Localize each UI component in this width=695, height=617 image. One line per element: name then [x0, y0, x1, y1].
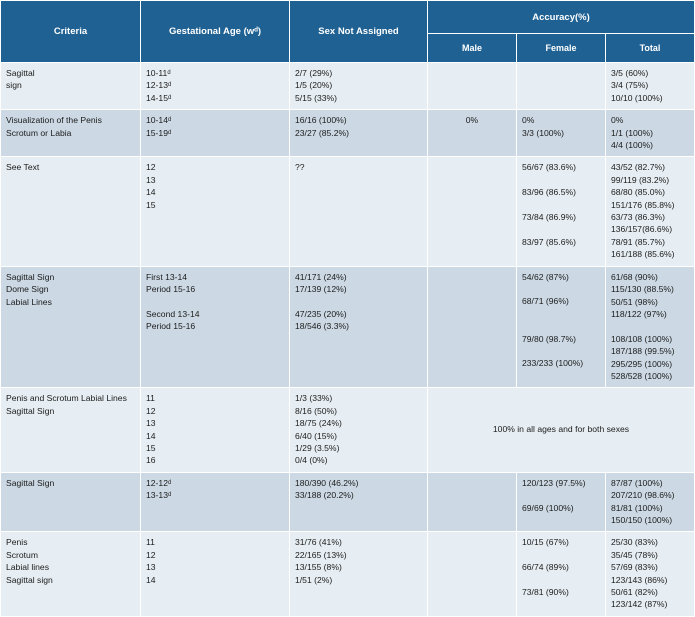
cell-total: 43/52 (82.7%) 99/119 (83.2%) 68/80 (85.0%) 151/176 (85.8%) 63/73 (86.3%) 136/157(86.6%) 78/91 (85.7%) 161/188 (85.6%): [606, 157, 695, 266]
table-row: [1, 63, 695, 110]
table-row: [1, 110, 695, 157]
cell-criteria: Penis Scrotum Labial lines Sagittal sign: [1, 532, 141, 616]
cell-total: 61/68 (90%) 115/130 (88.5%) 50/51 (98%) 118/122 (97%) 108/108 (100%) 187/188 (99.5%) 295/295 (100%) 528/528 (100%): [606, 266, 695, 388]
cell-gestational-age: 11 12 13 14: [141, 532, 290, 616]
cell-criteria: Sagittal sign: [1, 63, 141, 110]
cell-total: 3/5 (60%) 3/4 (75%) 10/10 (100%): [606, 63, 695, 110]
cell-total: 0% 1/1 (100%) 4/4 (100%): [606, 110, 695, 157]
cell-sex-not-assigned: 41/171 (24%) 17/139 (12%) 47/235 (20%) 18/546 (3.3%): [290, 266, 428, 388]
table-row: [1, 388, 695, 472]
cell-sex-not-assigned: 1/3 (33%) 8/16 (50%) 18/75 (24%) 6/40 (15%) 1/29 (3.5%) 0/4 (0%): [290, 388, 428, 472]
cell-male: 0%: [428, 110, 517, 157]
cell-criteria: Sagittal Sign: [1, 472, 141, 532]
header-total: Total: [606, 34, 695, 63]
header-gestational-age: Gestational Age (wᵈ): [141, 1, 290, 63]
cell-total: 87/87 (100%) 207/210 (98.6%) 81/81 (100%) 150/150 (100%): [606, 472, 695, 532]
table-header-row-top: [1, 1, 695, 34]
table-body: [1, 63, 695, 617]
table-header: [1, 1, 695, 63]
cell-female: 120/123 (97.5%) 69/69 (100%): [517, 472, 606, 532]
cell-criteria: See Text: [1, 157, 141, 266]
cell-sex-not-assigned: 31/76 (41%) 22/165 (13%) 13/155 (8%) 1/51 (2%): [290, 532, 428, 616]
cell-total: 25/30 (83%) 35/45 (78%) 57/69 (83%) 123/143 (86%) 50/61 (82%) 123/142 (87%): [606, 532, 695, 616]
cell-female: 54/62 (87%) 68/71 (96%) 79/80 (98.7%) 233/233 (100%): [517, 266, 606, 388]
cell-male: [428, 472, 517, 532]
header-female: Female: [517, 34, 606, 63]
cell-female: [517, 63, 606, 110]
cell-gestational-age: 12-12ᵈ 13-13ᵈ: [141, 472, 290, 532]
table-row: [1, 532, 695, 616]
cell-male: [428, 532, 517, 616]
table-row: [1, 266, 695, 388]
cell-female: 10/15 (67%) 66/74 (89%) 73/81 (90%): [517, 532, 606, 616]
header-sex-not-assigned: Sex Not Assigned: [290, 1, 428, 63]
cell-male: [428, 63, 517, 110]
cell-sex-not-assigned: ??: [290, 157, 428, 266]
cell-male: [428, 266, 517, 388]
cell-sex-not-assigned: 2/7 (29%) 1/5 (20%) 5/15 (33%): [290, 63, 428, 110]
cell-gestational-age: 12 13 14 15: [141, 157, 290, 266]
cell-gestational-age: 11 12 13 14 15 16: [141, 388, 290, 472]
cell-female: 56/67 (83.6%) 83/96 (86.5%) 73/84 (86.9%) 83/97 (85.6%): [517, 157, 606, 266]
cell-criteria: Visualization of the Penis Scrotum or Labia: [1, 110, 141, 157]
cell-gestational-age: 10-14ᵈ 15-19ᵈ: [141, 110, 290, 157]
table-row: [1, 472, 695, 532]
header-male: Male: [428, 34, 517, 63]
cell-merged-note: 100% in all ages and for both sexes: [428, 388, 695, 472]
cell-female: 0% 3/3 (100%): [517, 110, 606, 157]
cell-criteria: Penis and Scrotum Labial Lines Sagittal Sign: [1, 388, 141, 472]
header-criteria: Criteria: [1, 1, 141, 63]
cell-gestational-age: 10-11ᵈ 12-13ᵈ 14-15ᵈ: [141, 63, 290, 110]
cell-criteria: Sagittal Sign Dome Sign Labial Lines: [1, 266, 141, 388]
table-row: [1, 157, 695, 266]
cell-male: [428, 157, 517, 266]
header-accuracy: Accuracy(%): [428, 1, 695, 34]
cell-gestational-age: First 13-14 Period 15-16 Second 13-14 Period 15-16: [141, 266, 290, 388]
cell-sex-not-assigned: 16/16 (100%) 23/27 (85.2%): [290, 110, 428, 157]
cell-sex-not-assigned: 180/390 (46.2%) 33/188 (20.2%): [290, 472, 428, 532]
